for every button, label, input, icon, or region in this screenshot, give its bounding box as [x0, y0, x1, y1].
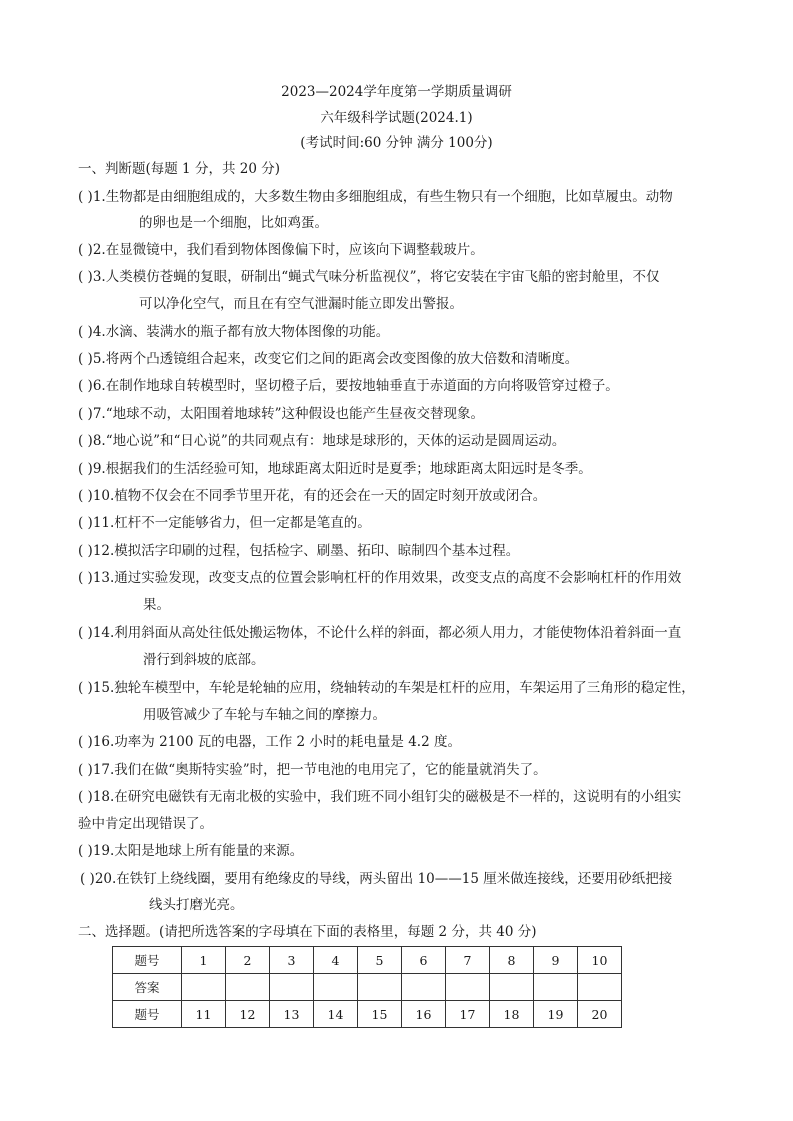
question-number-cell: 4 — [314, 947, 358, 974]
question-number-cell: 6 — [402, 947, 446, 974]
question-number-cell: 9 — [534, 947, 578, 974]
question-text: 利用斜面从高处往低处搬运物体，不论什么样的斜面，都必须人用力，才能使物体沿着斜面一直 — [114, 625, 682, 641]
section1-heading: 一、判断题(每题 1 分，共 20 分) — [78, 161, 280, 177]
answer-cell[interactable] — [490, 974, 534, 1001]
question-number-cell: 7 — [446, 947, 490, 974]
row-label: 题号 — [113, 947, 182, 974]
question-prefix: ( )14. — [78, 625, 115, 641]
question-4 — [78, 320, 389, 340]
question-prefix: ( )20. — [80, 871, 117, 887]
question-14-cont: 滑行到斜坡的底部。 — [143, 652, 265, 668]
question-20 — [80, 867, 672, 887]
answer-cell[interactable] — [534, 974, 578, 1001]
question-number-cell: 5 — [358, 947, 402, 974]
exam-title: 2023—2024学年度第一学期质量调研 — [281, 84, 512, 100]
question-prefix: ( )19. — [78, 843, 115, 859]
question-11 — [78, 511, 371, 531]
question-17 — [78, 758, 547, 778]
exam-info: (考试时间:60 分钟 满分 100分) — [300, 135, 493, 151]
question-20-cont: 线头打磨光亮。 — [149, 897, 244, 913]
question-prefix: ( )3. — [78, 269, 106, 285]
answer-cell[interactable] — [402, 974, 446, 1001]
question-number-cell: 18 — [490, 1001, 534, 1028]
question-number-cell: 3 — [270, 947, 314, 974]
question-16 — [78, 730, 461, 750]
question-prefix: ( )9. — [78, 461, 106, 477]
question-prefix: ( )7. — [78, 406, 106, 422]
question-1 — [78, 185, 673, 205]
question-number-cell: 20 — [578, 1001, 622, 1028]
question-3 — [78, 265, 660, 285]
answer-cell[interactable] — [358, 974, 402, 1001]
question-text: “地球不动，太阳围着地球转”这种假设也能产生昼夜交替现象。 — [105, 406, 485, 422]
question-12 — [78, 539, 519, 559]
question-prefix: ( )15. — [78, 680, 115, 696]
section2-heading: 二、选择题。(请把所选答案的字母填在下面的表格里，每题 2 分，共 40 分) — [78, 924, 537, 940]
question-text: 人类模仿苍蝇的复眼，研制出“蝇式气味分析监视仪”，将它安装在宇宙飞船的密封舱里，不仅 — [105, 269, 660, 285]
question-number-cell: 10 — [578, 947, 622, 974]
question-text: 太阳是地球上所有能量的来源。 — [114, 843, 304, 859]
question-prefix: ( )6. — [78, 378, 106, 394]
question-number-cell: 15 — [358, 1001, 402, 1028]
table-row — [113, 974, 622, 1001]
question-text: 模拟活字印刷的过程，包括检字、刷墨、拓印、晾制四个基本过程。 — [114, 543, 520, 559]
question-number-cell: 1 — [182, 947, 226, 974]
question-text: 植物不仅会在不同季节里开花，有的还会在一天的固定时刻开放或闭合。 — [114, 488, 547, 504]
question-prefix: ( )13. — [78, 570, 115, 586]
question-18 — [78, 785, 681, 805]
question-prefix: ( )4. — [78, 324, 106, 340]
question-number-cell: 12 — [226, 1001, 270, 1028]
question-number-cell: 8 — [490, 947, 534, 974]
question-prefix: ( )12. — [78, 543, 115, 559]
question-3-cont: 可以净化空气，而且在有空气泄漏时能立即发出警报。 — [139, 296, 463, 312]
question-18-cont: 验中肯定出现错误了。 — [78, 816, 213, 832]
question-7 — [78, 402, 484, 422]
question-number-cell: 16 — [402, 1001, 446, 1028]
question-text: 功率为 2100 瓦的电器，工作 2 小时的耗电量是 4.2 度。 — [114, 734, 461, 750]
question-14 — [78, 621, 681, 641]
exam-subtitle: 六年级科学试题(2024.1) — [320, 110, 473, 126]
question-text: 独轮车模型中，车轮是轮轴的应用，绕轴转动的车架是杠杆的应用，车架运用了三角形的稳定性， — [114, 680, 695, 696]
question-text: 生物都是由细胞组成的，大多数生物由多细胞组成，有些生物只有一个细胞，比如草履虫。动物 — [105, 189, 673, 205]
question-text: 我们在做“奥斯特实验”时，把一节电池的电用完了，它的能量就消失了。 — [114, 762, 547, 778]
question-prefix: ( )10. — [78, 488, 115, 504]
question-15-cont: 用吸管减少了车轮与车轴之间的摩擦力。 — [143, 707, 386, 723]
question-text: 在制作地球自转模型时，坚切橙子后，要按地轴垂直于赤道面的方向将吸管穿过橙子。 — [105, 378, 619, 394]
question-number-cell: 17 — [446, 1001, 490, 1028]
question-text: 在显微镜中，我们看到物体图像偏下时，应该向下调整载玻片。 — [105, 242, 484, 258]
question-number-cell: 11 — [182, 1001, 226, 1028]
answer-table — [112, 946, 622, 1028]
answer-cell[interactable] — [270, 974, 314, 1001]
question-text: 在铁钉上绕线圈，要用有绝缘皮的导线，两头留出 10——15 厘米做连接线，还要用砂纸把接 — [116, 871, 673, 887]
question-number-cell: 13 — [270, 1001, 314, 1028]
question-prefix: ( )2. — [78, 242, 106, 258]
table-row — [113, 947, 622, 974]
question-1-cont: 的卵也是一个细胞，比如鸡蛋。 — [139, 215, 328, 231]
question-6 — [78, 374, 619, 394]
question-text: 将两个凸透镜组合起来，改变它们之间的距离会改变图像的放大倍数和清晰度。 — [105, 351, 579, 367]
question-text: “地心说”和“日心说”的共同观点有：地球是球形的，天体的运动是圆周运动。 — [105, 433, 566, 449]
row-label: 答案 — [113, 974, 182, 1001]
question-text: 根据我们的生活经验可知，地球距离太阳近时是夏季；地球距离太阳远时是冬季。 — [105, 461, 592, 477]
question-text: 水滴、装满水的瓶子都有放大物体图像的功能。 — [105, 324, 390, 340]
question-prefix: ( )11. — [78, 515, 115, 531]
question-prefix: ( )17. — [78, 762, 115, 778]
question-9 — [78, 457, 592, 477]
question-text: 通过实验发现，改变支点的位置会影响杠杆的作用效果，改变支点的高度不会影响杠杆的作用效 — [114, 570, 682, 586]
question-prefix: ( )5. — [78, 351, 106, 367]
row-label: 题号 — [113, 1001, 182, 1028]
answer-cell[interactable] — [578, 974, 622, 1001]
question-10 — [78, 484, 546, 504]
answer-cell[interactable] — [446, 974, 490, 1001]
question-number-cell: 2 — [226, 947, 270, 974]
question-prefix: ( )1. — [78, 189, 106, 205]
question-13 — [78, 566, 681, 586]
answer-cell[interactable] — [314, 974, 358, 1001]
question-19 — [78, 839, 303, 859]
question-prefix: ( )8. — [78, 433, 106, 449]
question-15 — [78, 676, 695, 696]
question-prefix: ( )16. — [78, 734, 115, 750]
question-5 — [78, 347, 578, 367]
answer-cell[interactable] — [182, 974, 226, 1001]
question-8 — [78, 429, 565, 449]
question-number-cell: 14 — [314, 1001, 358, 1028]
answer-cell[interactable] — [226, 974, 270, 1001]
question-text: 在研究电磁铁有无南北极的实验中，我们班不同小组钉尖的磁极是不一样的，这说明有的小组实 — [114, 789, 682, 805]
question-number-cell: 19 — [534, 1001, 578, 1028]
question-prefix: ( )18. — [78, 789, 115, 805]
question-13-cont: 果。 — [143, 597, 170, 613]
question-2 — [78, 238, 484, 258]
question-text: 杠杆不一定能够省力，但一定都是笔直的。 — [114, 515, 371, 531]
table-row — [113, 1001, 622, 1028]
